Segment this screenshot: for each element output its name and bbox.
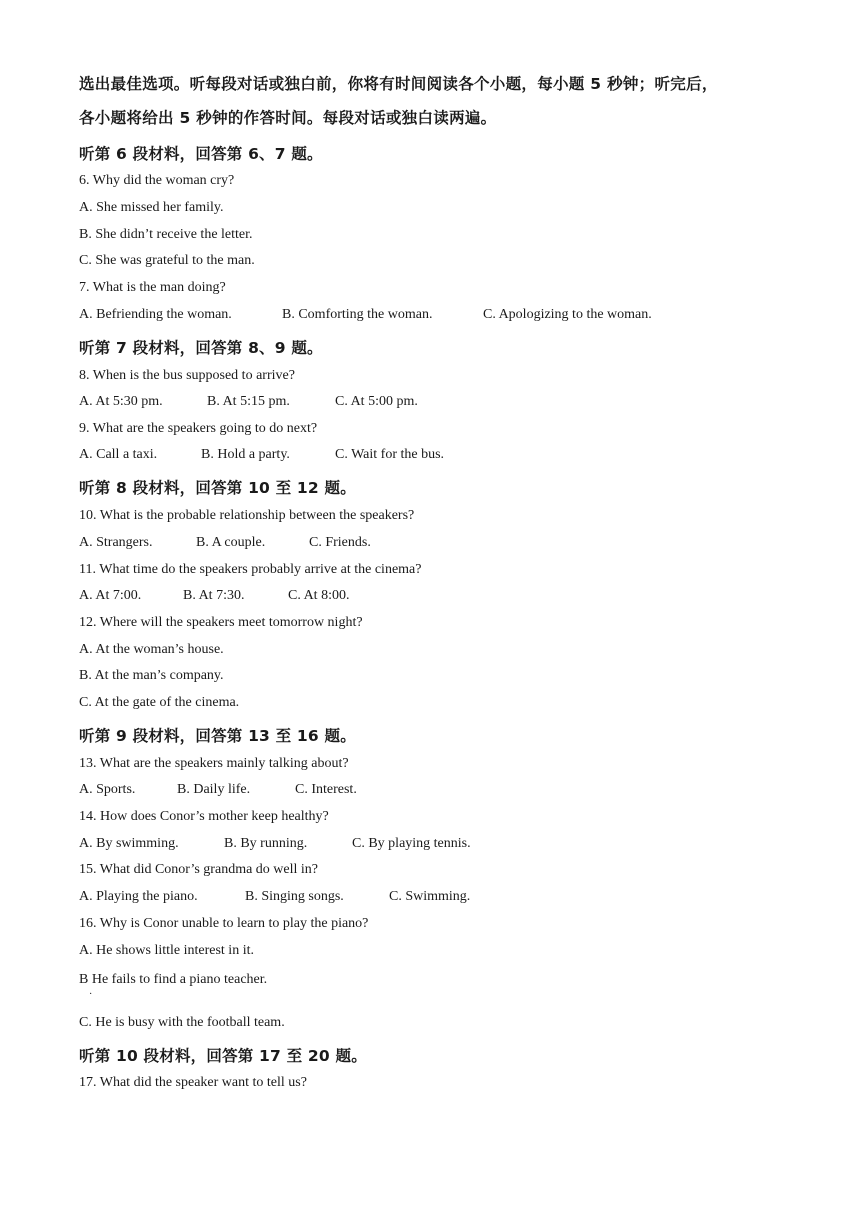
q11-option-a: A. At 7:00. [79, 588, 142, 603]
q6-option-b: B. She didn’t receive the letter. [79, 227, 253, 242]
q13-option-c: C. Interest. [295, 782, 357, 797]
q14-option-c: C. By playing tennis. [352, 836, 471, 851]
q15-option-c: C. Swimming. [389, 889, 471, 904]
instructions-line-1: 选出最佳选项。听每段对话或独白前，你将有时间阅读各个小题，每小题 5 秒钟；听完后， [79, 75, 718, 93]
q13-option-a: A. Sports. [79, 782, 136, 797]
q15-option-a: A. Playing the piano. [79, 889, 198, 904]
q10-option-c: C. Friends. [309, 535, 371, 550]
q9-option-b: B. Hold a party. [201, 447, 290, 462]
q8-option-c: C. At 5:00 pm. [335, 394, 418, 409]
q12-option-c: C. At the gate of the cinema. [79, 695, 240, 710]
question-13: 13. What are the speakers mainly talking about? [79, 756, 349, 771]
question-10: 10. What is the probable relationship between the speakers? [79, 508, 415, 523]
q9-option-c: C. Wait for the bus. [335, 447, 445, 462]
q8-option-a: A. At 5:30 pm. [79, 394, 163, 409]
q12-option-a: A. At the woman’s house. [79, 642, 224, 657]
q7-option-c: C. Apologizing to the woman. [483, 307, 652, 322]
question-7: 7. What is the man doing? [79, 280, 226, 295]
section-heading-7: 听第 7 段材料，回答第 8、9 题。 [79, 339, 323, 357]
q7-option-b: B. Comforting the woman. [282, 307, 433, 322]
question-15: 15. What did Conor’s grandma do well in? [79, 862, 318, 877]
section-heading-6: 听第 6 段材料，回答第 6、7 题。 [79, 145, 323, 163]
q6-option-a: A. She missed her family. [79, 200, 224, 215]
q10-option-b: B. A couple. [196, 535, 266, 550]
question-11: 11. What time do the speakers probably arrive at the cinema? [79, 562, 422, 577]
q6-option-c: C. She was grateful to the man. [79, 253, 255, 268]
q7-option-a: A. Befriending the woman. [79, 307, 232, 322]
section-heading-8: 听第 8 段材料，回答第 10 至 12 题。 [79, 479, 356, 497]
question-17: 17. What did the speaker want to tell us? [79, 1075, 307, 1090]
question-6: 6. Why did the woman cry? [79, 173, 235, 188]
q14-option-a: A. By swimming. [79, 836, 179, 851]
question-8: 8. When is the bus supposed to arrive? [79, 368, 295, 383]
q8-option-b: B. At 5:15 pm. [207, 394, 290, 409]
q11-option-c: C. At 8:00. [288, 588, 350, 603]
instructions-line-2: 各小题将给出 5 秒钟的作答时间。每段对话或独白读两遍。 [79, 109, 497, 127]
q13-option-b: B. Daily life. [177, 782, 251, 797]
question-9: 9. What are the speakers going to do next? [79, 421, 318, 436]
stray-dot-mark: · [89, 989, 93, 1000]
question-16: 16. Why is Conor unable to learn to play the piano? [79, 916, 369, 931]
q15-option-b: B. Singing songs. [245, 889, 344, 904]
question-14: 14. How does Conor’s mother keep healthy? [79, 809, 329, 824]
q9-option-a: A. Call a taxi. [79, 447, 158, 462]
section-heading-10: 听第 10 段材料，回答第 17 至 20 题。 [79, 1047, 367, 1065]
q16-option-a: A. He shows little interest in it. [79, 943, 254, 958]
q16-option-c: C. He is busy with the football team. [79, 1015, 285, 1030]
q12-option-b: B. At the man’s company. [79, 668, 224, 683]
section-heading-9: 听第 9 段材料，回答第 13 至 16 题。 [79, 727, 356, 745]
q16-option-b: B He fails to find a piano teacher. [79, 972, 268, 987]
q14-option-b: B. By running. [224, 836, 308, 851]
q10-option-a: A. Strangers. [79, 535, 153, 550]
q11-option-b: B. At 7:30. [183, 588, 245, 603]
question-12: 12. Where will the speakers meet tomorrow night? [79, 615, 363, 630]
